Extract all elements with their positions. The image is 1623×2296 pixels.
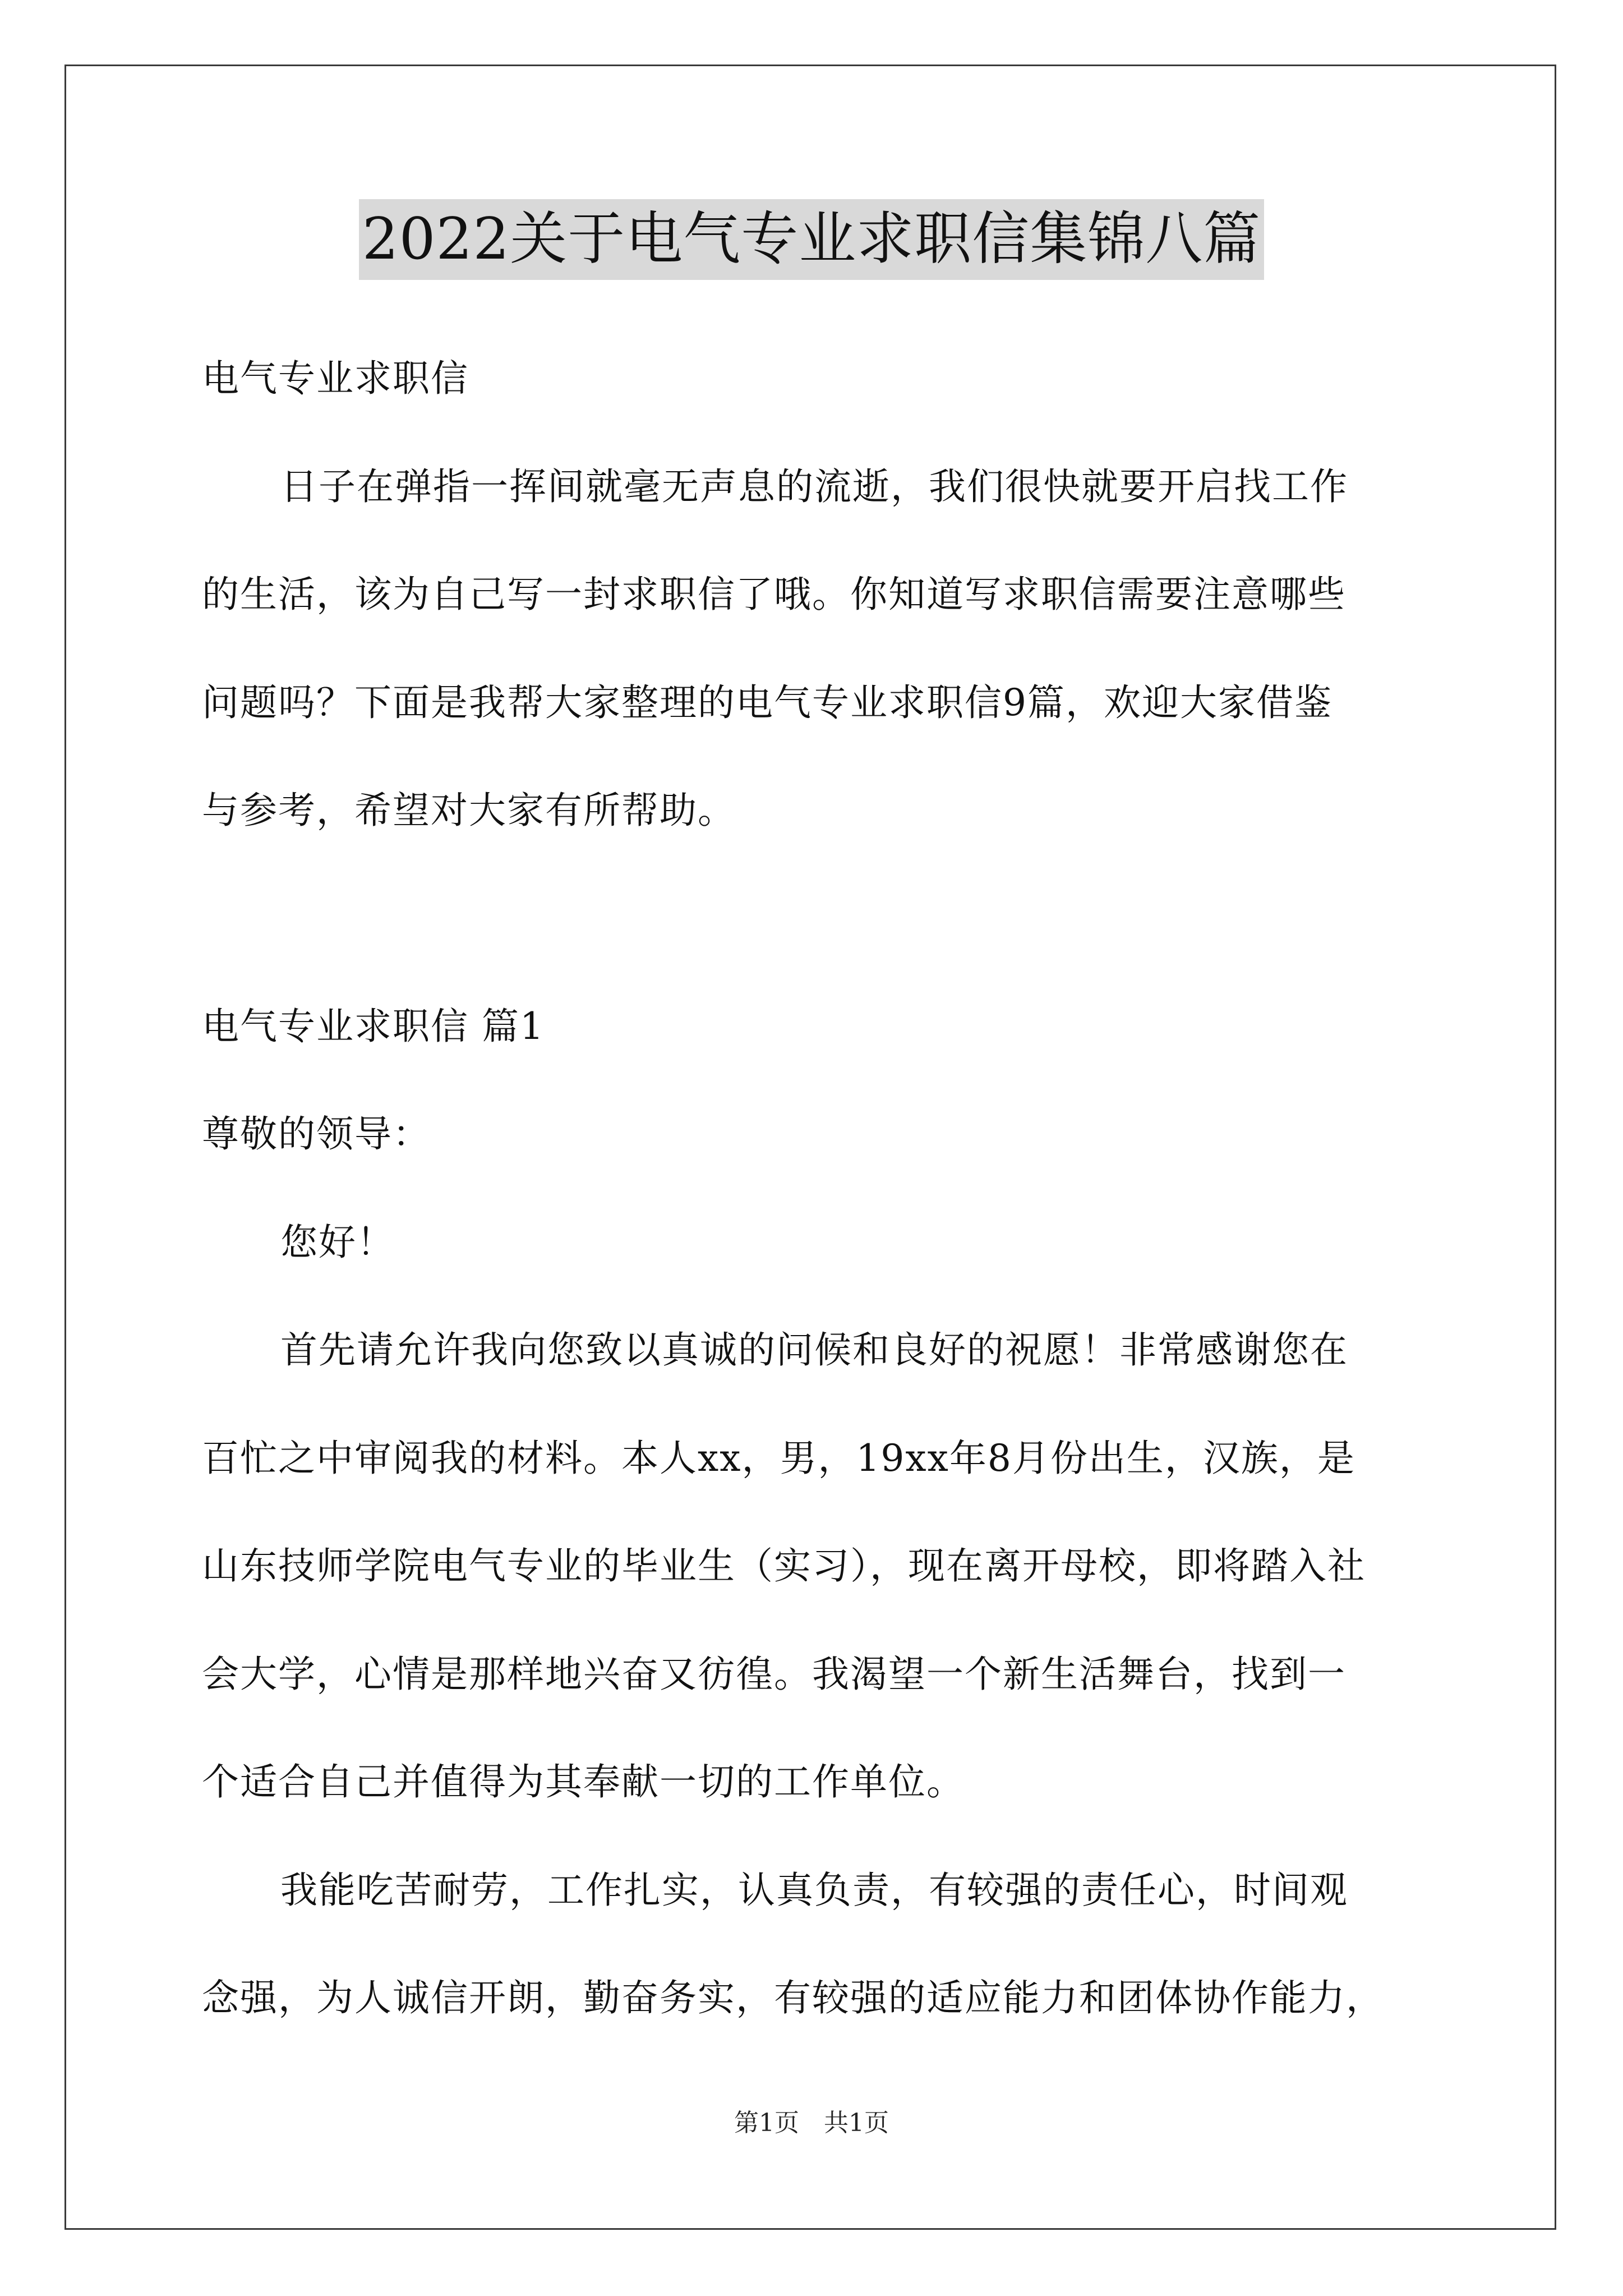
letter-heading: 电气专业求职信 篇1 (202, 1005, 545, 1048)
paragraph-line: 山东技师学院电气专业的毕业生（实习），现在离开母校，即将踏入社 (202, 1544, 1366, 1588)
page-footer: 第1页 共1页 (734, 2109, 889, 2137)
paragraph-line: 问题吗？下面是我帮大家整理的电气专业求职信9篇，欢迎大家借鉴 (202, 681, 1332, 724)
paragraph-line: 百忙之中审阅我的材料。本人xx，男，19xx年8月份出生，汉族，是 (202, 1437, 1355, 1480)
document-title: 2022关于电气专业求职信集锦八篇 (359, 199, 1265, 280)
title-container (0, 199, 1623, 280)
paragraph-line: 日子在弹指一挥间就毫无声息的流逝，我们很快就要开启找工作 (280, 465, 1348, 508)
paragraph-line: 我能吃苦耐劳，工作扎实，认真负责，有较强的责任心，时间观 (280, 1869, 1348, 1912)
paragraph-line: 会大学，心情是那样地兴奋又彷徨。我渴望一个新生活舞台，找到一 (202, 1653, 1346, 1696)
paragraph-line: 的生活，该为自己写一封求职信了哦。你知道写求职信需要注意哪些 (202, 573, 1346, 616)
section-heading: 电气专业求职信 (202, 357, 469, 400)
greeting: 您好！ (280, 1221, 395, 1264)
paragraph-line: 个适合自己并值得为其奉献一切的工作单位。 (202, 1760, 965, 1803)
paragraph-line: 念强，为人诚信开朗，勤奋务实，有较强的适应能力和团体协作能力， (202, 1976, 1384, 2019)
paragraph-line: 与参考，希望对大家有所帮助。 (202, 789, 736, 832)
paragraph-line: 首先请允许我向您致以真诚的问候和良好的祝愿！非常感谢您在 (280, 1328, 1348, 1372)
salutation: 尊敬的领导： (202, 1112, 431, 1156)
